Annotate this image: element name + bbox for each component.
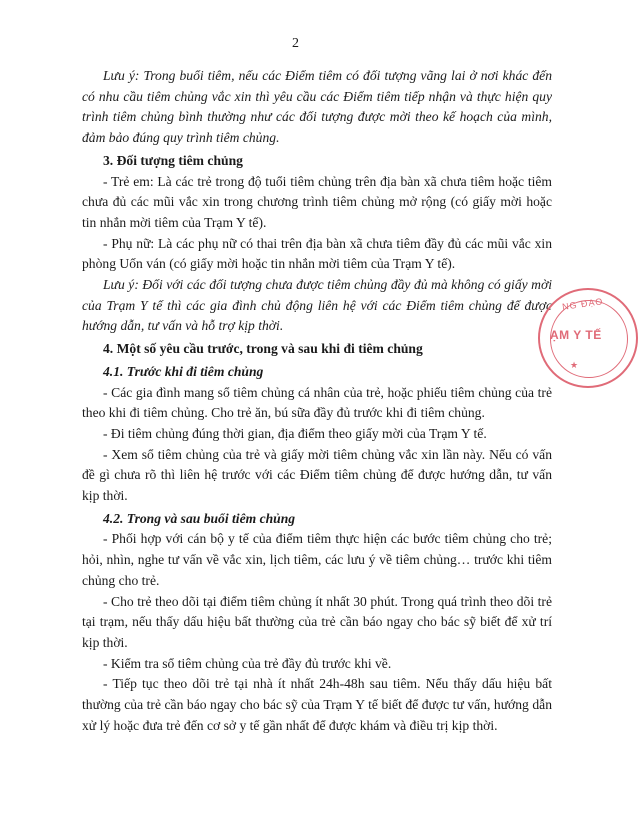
paragraph-monitor-home: - Tiếp tục theo dõi trẻ tại nhà ít nhất 24h-48h sau tiêm. Nếu thấy dấu hiệu bất thường của trẻ cần báo ngay cho bác sỹ của Trạm Y tế biết để được tư vấn, hướng dẫn xử lý hoặc đưa trẻ đến cơ sở y tế gần nhất để được khám và điều trị kịp thời. [82,676,552,733]
paragraph-monitor-30min: - Cho trẻ theo dõi tại điểm tiêm chủng ít nhất 30 phút. Trong quá trình theo dõi trẻ tại trạm, nếu thấy dấu hiệu bất thường của trẻ cần báo ngay cho bác sỹ biết để xử trí kịp thời. [82,593,552,650]
paragraph-check-before-leave: - Kiểm tra sổ tiêm chủng của trẻ đầy đủ trước khi về. [103,655,392,671]
stamp-top-text: NG ĐẠO [561,296,605,312]
page-number: 2 [292,36,299,51]
paragraph-bring-book: - Các gia đình mang sổ tiêm chủng cá nhân của trẻ, hoặc phiếu tiêm chủng của trẻ theo khi đi tiêm chủng. Cho trẻ ăn, bú sữa đầy đủ trước khi đi tiêm chủng. [82,384,552,421]
stamp-mid-text: ẠM Y TẾ [550,328,602,342]
paragraph-women: - Phụ nữ: Là các phụ nữ có thai trên địa bàn xã chưa tiêm đầy đủ các mũi vắc xin phòng Uốn ván (có giấy mời hoặc tin nhắn mời tiêm của Trạm Y tế). [82,235,552,272]
section-4-heading: 4. Một số yêu cầu trước, trong và sau khi đi tiêm chủng [103,341,423,357]
paragraph-on-time: - Đi tiêm chủng đúng thời gian, địa điểm theo giấy mời của Trạm Y tế. [103,425,487,441]
section-4-2-heading: 4.2. Trong và sau buổi tiêm chủng [103,510,296,526]
section-3-heading: 3. Đối tượng tiêm chủng [103,152,243,168]
note-visitors: Lưu ý: Trong buổi tiêm, nếu các Điểm tiêm có đối tượng vãng lai ở nơi khác đến có nhu cầu tiêm chủng vắc xin thì yêu cầu các Điểm tiêm tiếp nhận và thực hiện quy trình tiêm chủng bình thường như các đối tượng được mời theo kế hoạch của mình, đảm bảo đúng quy trình tiêm chủng. [82,68,552,146]
paragraph-children: - Trẻ em: Là các trẻ trong độ tuổi tiêm chủng trên địa bàn xã chưa tiêm hoặc tiêm chưa đủ các mũi vắc xin trong chương trình tiêm chủng mở rộng (có giấy mời hoặc tin nhắn mời tiêm của Trạm Y tế). [82,173,552,230]
paragraph-cooperate: - Phối hợp với cán bộ y tế của điểm tiêm thực hiện các bước tiêm chủng cho trẻ; hỏi, nhìn, nghe tư vấn về vắc xin, lịch tiêm, các lưu ý về tiêm chủng… trước khi tiêm chủng cho trẻ. [82,531,552,588]
section-4-1-heading: 4.1. Trước khi đi tiêm chủng [103,363,264,379]
document-body [82,66,552,737]
note-uninvited: Lưu ý: Đối với các đối tượng chưa được tiêm chủng đầy đủ mà không có giấy mời của Trạm Y tế thì các gia đình chủ động liên hệ với các Điểm tiêm chủng để được hướng dẫn, tư vấn và hỗ trợ kịp thời. [82,277,552,334]
paragraph-check-book: - Xem sổ tiêm chủng của trẻ và giấy mời tiêm chủng vắc xin lần này. Nếu có vấn đề gì chưa rõ thì liên hệ trước với các Điểm tiêm chủng để được hướng dẫn, tư vấn kịp thời. [82,446,552,504]
star-icon: ★ [570,360,579,370]
red-seal-stamp [538,288,638,388]
